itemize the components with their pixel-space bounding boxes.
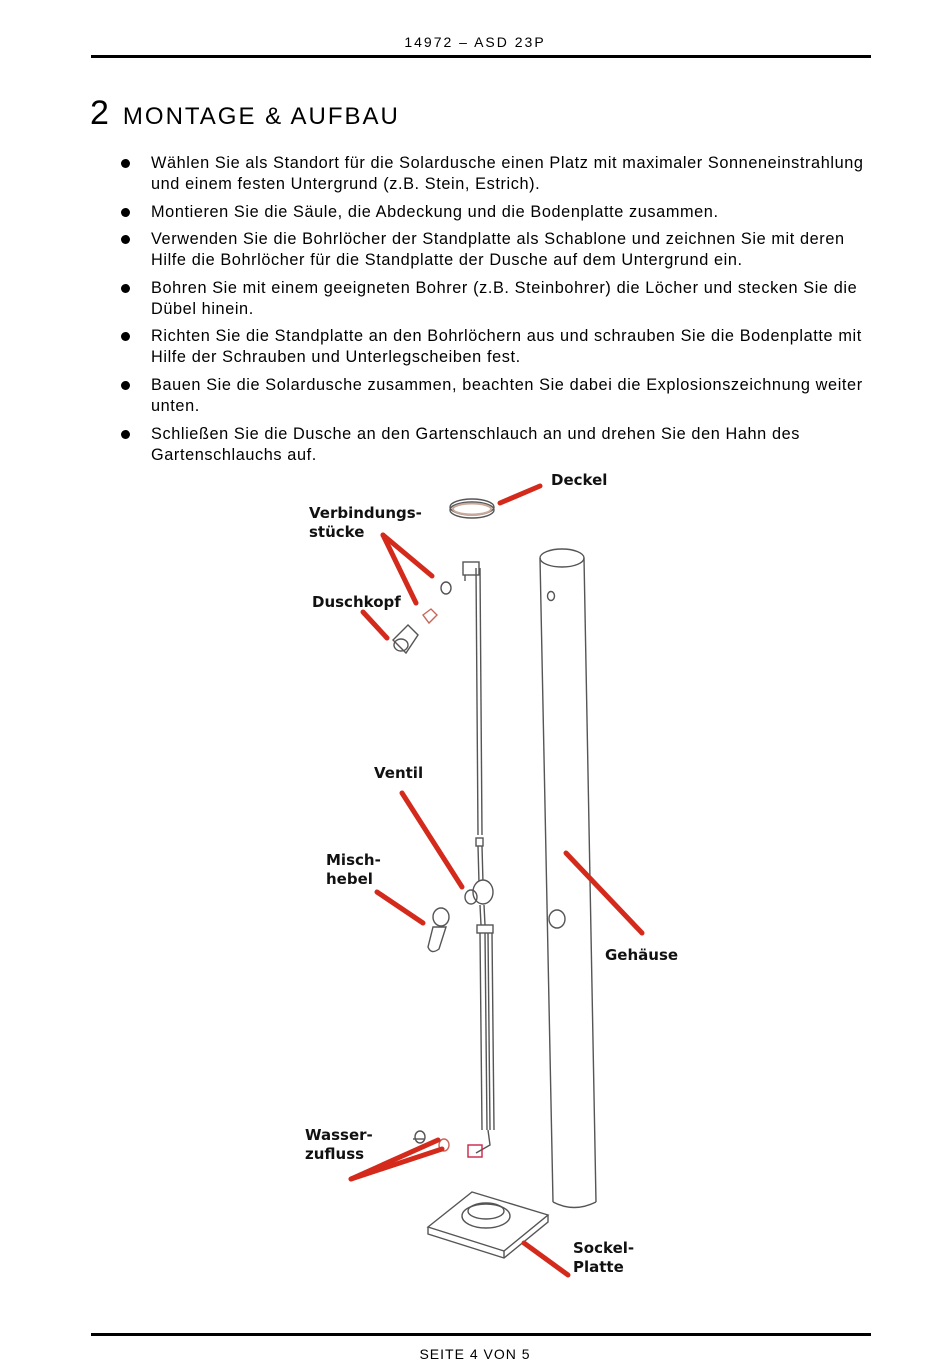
- section-title: MONTAGE & AUFBAU: [122, 103, 400, 130]
- document-header: 14972 – ASD 23P: [404, 34, 546, 50]
- exploded-view-diagram: [290, 465, 710, 1295]
- section-number: 2: [90, 94, 109, 132]
- label-mischhebel: Misch- hebel: [326, 851, 381, 888]
- page-number: SEITE 4 VON 5: [419, 1346, 531, 1362]
- bullet-icon: [121, 159, 130, 168]
- list-item: [120, 202, 880, 223]
- list-item-text: Montieren Sie die Säule, die Abdeckung und die Bodenplatte zusammen.: [151, 202, 719, 221]
- list-item: [120, 229, 880, 271]
- list-item: [120, 424, 880, 466]
- list-item-text: Schließen Sie die Dusche an den Gartenschlauch an und drehen Sie den Hahn des Gartenschlauchs auf.: [151, 424, 801, 464]
- section-heading: [90, 94, 400, 133]
- list-item: [120, 278, 880, 320]
- label-wasserzufluss: Wasser- zufluss: [305, 1126, 373, 1163]
- bullet-icon: [121, 430, 130, 439]
- list-item-text: Verwenden Sie die Bohrlöcher der Standplatte als Schablone und zeichnen Sie mit deren Hilfe die Bohrlöcher für die Standplatte der Dusche auf dem Untergrund ein.: [151, 230, 845, 270]
- list-item: [120, 375, 880, 417]
- header-divider: [91, 55, 871, 58]
- instruction-list: [120, 153, 880, 472]
- bullet-icon: [121, 208, 130, 217]
- bullet-icon: [121, 284, 130, 293]
- lid-part: [450, 499, 494, 518]
- mixing-lever-part: [428, 908, 449, 952]
- bullet-icon: [121, 381, 130, 390]
- label-deckel: Deckel: [551, 471, 608, 489]
- list-item-text: Bohren Sie mit einem geeigneten Bohrer (z.B. Steinbohrer) die Löcher und stecken Sie die Dübel hinein.: [151, 278, 858, 318]
- bullet-icon: [121, 235, 130, 244]
- label-ventil: Ventil: [374, 764, 424, 782]
- list-item-text: Richten Sie die Standplatte an den Bohrlöchern aus und schrauben Sie die Bodenplatte mit Hilfe der Schrauben und Unterlegscheiben fest.: [151, 327, 862, 367]
- list-item: [120, 326, 880, 368]
- list-item-text: Bauen Sie die Solardusche zusammen, beachten Sie dabei die Explosionszeichnung weiter unten.: [151, 375, 863, 415]
- label-duschkopf: Duschkopf: [312, 593, 401, 611]
- list-item: [120, 153, 880, 195]
- connector-parts: [393, 582, 451, 653]
- shower-pipe: [463, 562, 494, 1157]
- list-item-text: Wählen Sie als Standort für die Solardusche einen Platz mit maximaler Sonneneinstrahlung und einem festen Untergrund (z.B. Stein, Estrich).: [151, 154, 864, 193]
- label-gehaeuse: Gehäuse: [605, 946, 679, 964]
- bullet-icon: [121, 332, 130, 341]
- label-sockelplatte: Sockel- Platte: [573, 1239, 635, 1276]
- label-verbindungsstuecke: Verbindungs- stücke: [309, 504, 422, 541]
- footer-divider: [91, 1333, 871, 1336]
